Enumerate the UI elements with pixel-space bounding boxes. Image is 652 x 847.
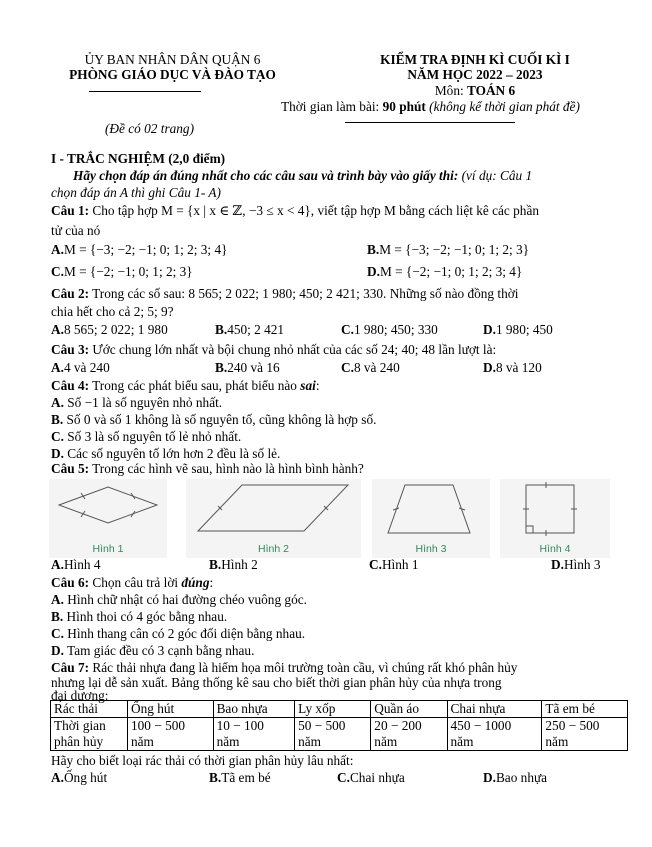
figure-2: [186, 479, 361, 558]
q7-stem: Câu 7: Rác thải nhựa đang là hiểm họa môi trường toàn cầu, vì chúng rất khó phân hủy: [51, 660, 518, 675]
section-title: I - TRẮC NGHIỆM (2,0 điểm): [51, 151, 226, 166]
subject-line: Môn: TOÁN 6: [434, 83, 516, 98]
table-cell: 20 − 200 năm: [371, 718, 447, 751]
q5-stem: Câu 5: Trong các hình vẽ sau, hình nào là hình bình hành?: [51, 461, 364, 476]
q4-stem: Câu 4: Trong các phát biểu sau, phát biểu nào sai:: [51, 378, 320, 393]
q2-option-c: C. 1 980; 450; 330: [341, 322, 438, 337]
q3-option-a: A. 4 và 240: [51, 360, 110, 375]
q2-option-a: A. 8 565; 2 022; 1 980: [51, 322, 168, 337]
q6-option-b: B. Hình thoi có 4 góc bằng nhau.: [51, 609, 228, 624]
table-header-cell: Chai nhựa: [447, 701, 542, 718]
q5-option-a: A. Hình 4: [51, 557, 101, 572]
table-cell: 250 − 500 năm: [542, 718, 628, 751]
department-name: PHÒNG GIÁO DỤC VÀ ĐÀO TẠO: [69, 67, 276, 82]
section-instruction: Hãy chọn đáp án đúng nhất cho các câu sau và trình bày vào giấy thi: (ví dụ: Câu 1: [73, 168, 533, 183]
table-header-cell: Ống hút: [128, 701, 214, 718]
table-header-cell: Tã em bé: [542, 701, 628, 718]
q4-option-b: B. Số 0 và số 1 không là số nguyên tố, cũng không là hợp số.: [51, 412, 377, 427]
figure-2-caption: Hình 2: [258, 543, 289, 555]
figure-3: [372, 479, 490, 558]
q7-stem-cont: nhưng lại dễ sản xuất. Bảng thống kê sau cho biết thời gian phân hủy của nhựa trong: [51, 675, 502, 690]
table-cell: 450 − 1000 năm: [447, 718, 542, 751]
q3-stem: Câu 3: Ước chung lớn nhất và bội chung nhỏ nhất của các số 24; 40; 48 lần lượt là:: [51, 342, 497, 357]
q1-option-c: C. M = {−2; −1; 0; 1; 2; 3}: [51, 264, 193, 279]
table-header-cell: Rác thải: [51, 701, 128, 718]
q6-option-c: C. Hình thang cân có 2 góc đối diện bằng nhau.: [51, 626, 306, 641]
header-underline-left: [89, 91, 201, 92]
section-instruction-cont: chọn đáp án A thì ghi Câu 1- A): [51, 185, 221, 200]
table-row-label: Thời gian phân hủy: [51, 718, 128, 751]
table-cell: 100 − 500 năm: [128, 718, 214, 751]
q1-option-d: D. M = {−2; −1; 0; 1; 2; 3; 4}: [367, 264, 523, 279]
decomposition-table: [50, 700, 628, 751]
q1-stem: Câu 1: Cho tập hợp M = {x | x ∈ ℤ, −3 ≤ x < 4}, viết tập hợp M bằng cách liệt kê các phần: [51, 203, 539, 218]
q6-stem: Câu 6: Chọn câu trả lời đúng:: [51, 575, 214, 590]
table-header-row: [51, 701, 628, 718]
q5-option-d: D. Hình 3: [551, 557, 601, 572]
q3-option-d: D. 8 và 120: [483, 360, 542, 375]
q7-option-c: C. Chai nhựa: [337, 770, 405, 785]
figure-3-caption: Hình 3: [415, 543, 447, 555]
table-cell: 50 − 500 năm: [295, 718, 371, 751]
header-underline-right: [345, 122, 515, 123]
figure-4: [500, 479, 610, 558]
table-header-cell: Quần áo: [371, 701, 447, 718]
q1-stem-cont: tử của nó: [51, 223, 101, 238]
school-year: NĂM HỌC 2022 – 2023: [407, 67, 543, 82]
q7-option-d: D. Bao nhựa: [483, 770, 548, 785]
q5-option-c: C. Hình 1: [369, 557, 419, 572]
figure-4-caption: Hình 4: [539, 543, 571, 555]
table-row: [51, 718, 628, 751]
table-cell: 10 − 100 năm: [213, 718, 295, 751]
q3-option-b: B. 240 và 16: [215, 360, 280, 375]
exam-title: KIỂM TRA ĐỊNH KÌ CUỐI KÌ I: [380, 52, 570, 67]
q6-option-d: D. Tam giác đều có 3 cạnh bằng nhau.: [51, 643, 255, 658]
q4-option-d: D. Các số nguyên tố lớn hơn 2 đều là số lẻ.: [51, 446, 281, 461]
q2-stem-cont: chia hết cho cả 2; 5; 9?: [51, 304, 174, 319]
q1-option-a: A. M = {−3; −2; −1; 0; 1; 2; 3; 4}: [51, 242, 228, 257]
q7-stem-cont2: đại dương:: [51, 688, 109, 703]
table-header-cell: Ly xốp: [295, 701, 371, 718]
table-header-cell: Bao nhựa: [213, 701, 295, 718]
q2-option-d: D. 1 980; 450: [483, 322, 553, 337]
q1-option-b: B. M = {−3; −2; −1; 0; 1; 2; 3}: [367, 242, 530, 257]
time-line: Thời gian làm bài: 90 phút (không kể thời gian phát đề): [281, 99, 580, 114]
figure-1-caption: Hình 1: [92, 543, 124, 555]
q7-option-b: B. Tã em bé: [209, 770, 271, 785]
figure-1: [49, 479, 167, 558]
q2-option-b: B. 450; 2 421: [215, 322, 285, 337]
q7-question: Hãy cho biết loại rác thải có thời gian phân hủy lâu nhất:: [51, 753, 354, 768]
authority-name: ỦY BAN NHÂN DÂN QUẬN 6: [84, 52, 261, 67]
q5-option-b: B. Hình 2: [209, 557, 258, 572]
q6-option-a: A. Hình chữ nhật có hai đường chéo vuông góc.: [51, 592, 307, 607]
q7-option-a: A. Ống hút: [51, 770, 108, 785]
q3-option-c: C. 8 và 240: [341, 360, 400, 375]
pages-note: (Đề có 02 trang): [105, 121, 194, 136]
q2-stem: Câu 2: Trong các số sau: 8 565; 2 022; 1 980; 450; 2 421; 330. Những số nào đồng thời: [51, 286, 519, 301]
q4-option-c: C. Số 3 là số nguyên tố lẻ nhỏ nhất.: [51, 429, 242, 444]
q4-option-a: A. Số −1 là số nguyên nhỏ nhất.: [51, 395, 223, 410]
